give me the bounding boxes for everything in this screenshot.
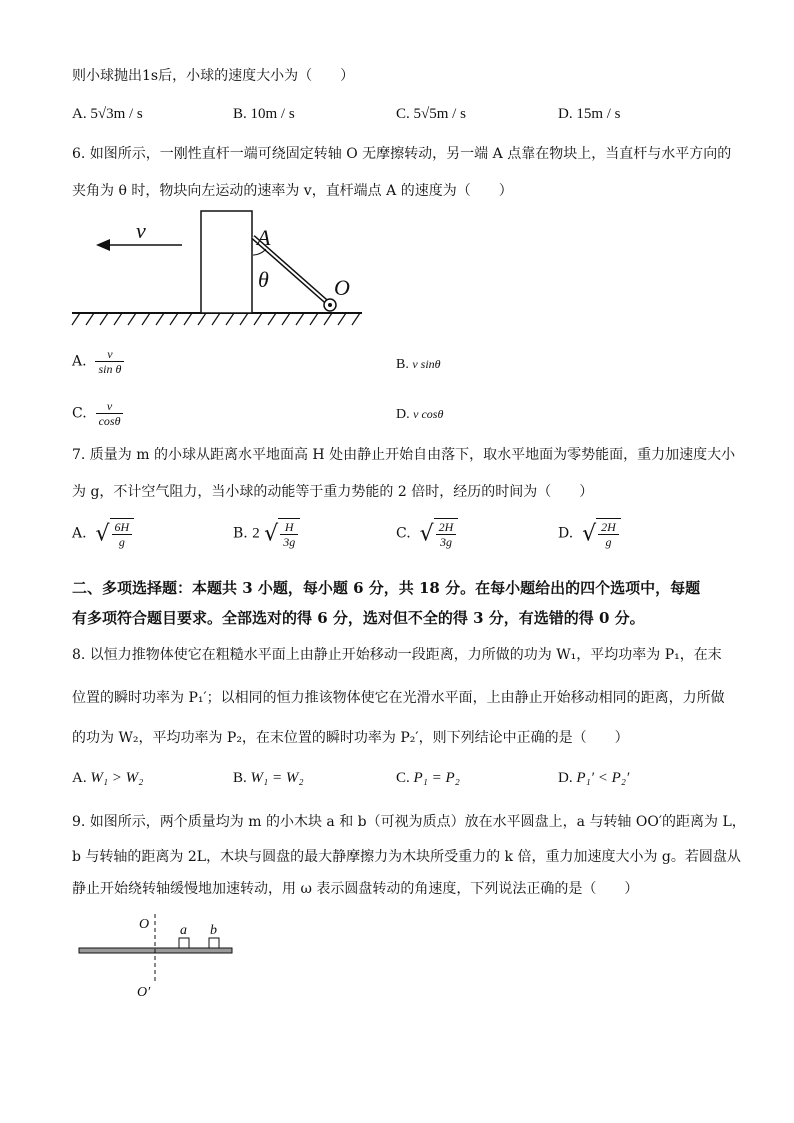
q5-option-b — [233, 104, 295, 124]
numerator: 2H — [598, 520, 619, 535]
sqrt: √ $\frac{2H}{g}$ — [582, 518, 621, 549]
denominator: 3g — [283, 535, 296, 549]
section2-heading-line1: 二、多项选择题：本题共 3 小题，每小题 6 分，共 18 分。在每小题给出的四个选项中，每题 — [72, 579, 701, 597]
q6-stem-line2: 夹角为 θ 时，物块向左运动的速率为 v，直杆端点 A 的速度为（ ） — [72, 183, 513, 199]
option-text: P₁′ < P₂′ — [576, 770, 630, 786]
section2-heading-line2: 有多项符合题目要求。全部选对的得 6 分，选对但不全的得 3 分，有选错的得 0 分。 — [72, 609, 645, 627]
q7-stem-line1: 7. 质量为 m 的小球从距离水平地面高 H 处由静止开始自由落下，取水平地面为零势能面，重力加速度大小 — [72, 447, 736, 463]
option-label: C. — [396, 525, 411, 542]
q7-option-a — [72, 518, 134, 549]
denominator: g — [605, 535, 612, 549]
fraction — [95, 347, 124, 376]
option-label: D. — [558, 525, 574, 542]
option-text: 5√5m / s — [413, 106, 466, 122]
q7-stem-line2: 为 g，不计空气阻力，当小球的动能等于重力势能的 2 倍时，经历的时间为（ ） — [72, 484, 594, 500]
q9-line2: b 与转轴的距离为 2L，木块与圆盘的最大静摩擦力为木块所受重力的 k 倍，重力加速度大小为 g。若圆盘从 — [72, 849, 741, 865]
denominator: sin θ — [98, 362, 122, 376]
option-label: D. — [558, 770, 573, 786]
q9-line1: 9. 如图所示，两个质量均为 m 的小木块 a 和 b（可视为质点）放在水平圆盘上，a 与转轴 OO′的距离为 L， — [72, 814, 746, 830]
q5-option-a — [72, 104, 143, 124]
point-a-label: A — [257, 225, 271, 250]
sqrt: √ $\frac{2H}{3g}$ — [420, 518, 459, 549]
q8-option-a — [72, 768, 143, 788]
option-label: B. — [233, 525, 248, 542]
q5-option-c — [396, 104, 466, 124]
option-label: A. — [72, 525, 87, 542]
option-label: D. — [396, 407, 410, 422]
option-label: B. — [233, 770, 247, 786]
option-text: 10m / s — [250, 106, 295, 122]
option-text: P₁ = P₂ — [413, 770, 460, 786]
q6-stem-line1: 6. 如图所示，一刚性直杆一端可绕固定转轴 O 无摩擦转动，另一端 A 点靠在物块上，当直杆与水平方向的 — [72, 146, 732, 162]
block-b-label: b — [210, 923, 217, 938]
block-a-label: a — [180, 923, 187, 938]
option-text: W₁ > W₂ — [90, 770, 144, 786]
denominator: g — [118, 535, 125, 549]
option-label: B. — [233, 106, 247, 122]
q7-option-c — [396, 518, 458, 549]
option-text: v cosθ — [413, 407, 444, 421]
q8-line1: 8. 以恒力推物体使它在粗糙水平面上由静止开始移动一段距离，力所做的功为 W₁，平均功率为 P₁，在末 — [72, 647, 722, 663]
option-text: v sinθ — [412, 357, 441, 371]
numerator: v — [95, 347, 124, 362]
option-label: A. — [72, 770, 87, 786]
q8-option-d — [558, 768, 629, 788]
q6-figure — [70, 205, 370, 330]
q6-option-d — [396, 404, 443, 425]
sqrt: √ $\frac{H}{3g}$ — [264, 518, 300, 549]
q9-figure — [76, 910, 246, 1005]
velocity-label: v — [136, 218, 146, 243]
coefficient: 2 — [252, 525, 260, 542]
q6-option-a — [72, 347, 124, 376]
q7-option-d — [558, 518, 621, 549]
block-a — [179, 938, 189, 948]
option-text: 15m / s — [576, 106, 621, 122]
option-label: B. — [396, 357, 409, 372]
numerator: v — [96, 399, 124, 414]
q8-option-b — [233, 768, 304, 788]
option-text: W₁ = W₂ — [250, 770, 304, 786]
q6-option-b — [396, 354, 441, 375]
denominator: cosθ — [98, 414, 121, 428]
option-label: C. — [396, 106, 410, 122]
axis-top-label: O — [139, 917, 150, 932]
q8-line3: 的功为 W₂，平均功率为 P₂，在末位置的瞬时功率为 P₂′，则下列结论中正确的是（ ） — [72, 730, 629, 746]
numerator: H — [280, 520, 298, 535]
q5-option-d — [558, 104, 621, 124]
option-text: 5√3m / s — [90, 106, 143, 122]
q5-stem-tail: 则小球抛出1s后，小球的速度大小为（ ） — [72, 68, 355, 84]
fraction — [96, 399, 124, 428]
numerator: 6H — [112, 520, 133, 535]
denominator: 3g — [439, 535, 452, 549]
q9-line3: 静止开始绕转轴缓慢地加速转动，用 ω 表示圆盘转动的角速度，下列说法正确的是（ ） — [72, 881, 639, 897]
option-label: D. — [558, 106, 573, 122]
pivot-label: O — [334, 275, 350, 300]
numerator: 2H — [436, 520, 457, 535]
q8-option-c — [396, 768, 460, 788]
block — [201, 211, 252, 313]
block-b — [209, 938, 219, 948]
sqrt: √ $\frac{6H}{g}$ — [95, 518, 134, 549]
option-label: C. — [396, 770, 410, 786]
option-label: A. — [72, 106, 87, 122]
axis-bottom-label: O′ — [137, 985, 151, 1000]
q6-option-c — [72, 399, 123, 428]
q7-option-b — [233, 518, 300, 549]
option-label: A. — [72, 353, 87, 370]
option-label: C. — [72, 405, 87, 422]
q8-line2: 位置的瞬时功率为 P₁′；以相同的恒力推该物体使它在光滑水平面，上由静止开始移动相同的距离，力所做 — [72, 690, 725, 706]
theta-label: θ — [258, 267, 269, 292]
